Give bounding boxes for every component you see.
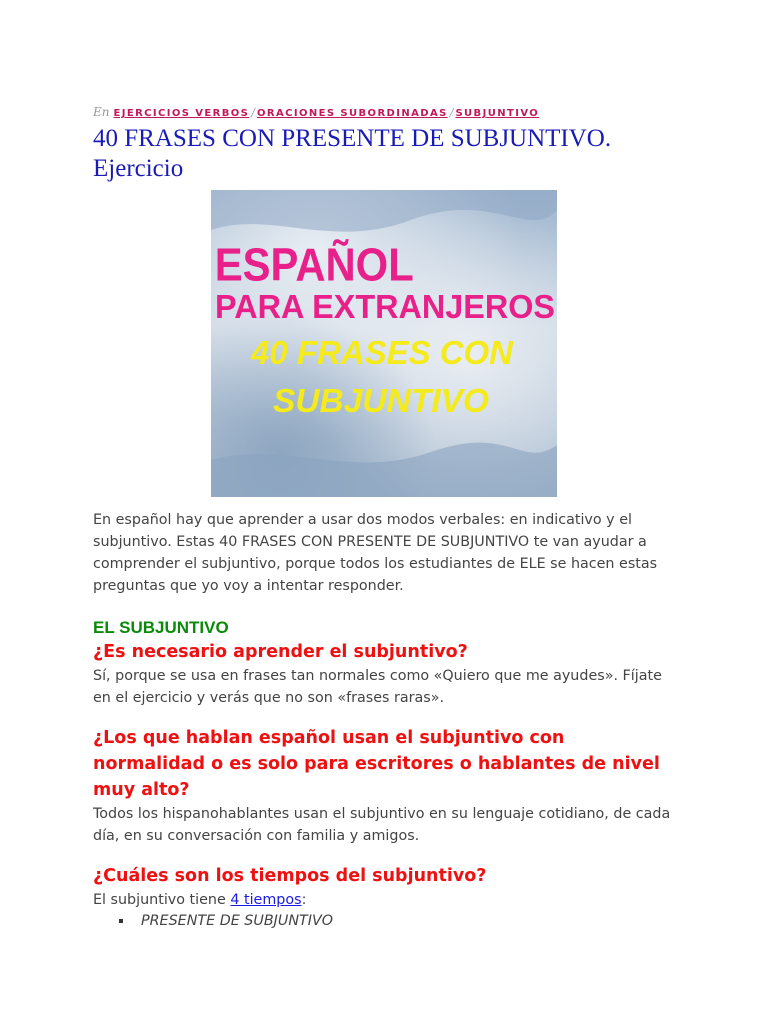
hero-image-graphic <box>211 190 557 497</box>
faq-question-2: ¿Los que hablan español usan el subjuntivo con normalidad o es solo para escritores o hablantes de nivel muy alto? <box>93 728 660 800</box>
intro-paragraph: En español hay que aprender a usar dos modos verbales: en indicativo y el subjuntivo. Estas 40 FRASES CON PRESENTE DE SUBJUNTIVO te van ayudar a comprender el subjuntivo, porque todos los estudiantes de ELE se hacen estas preguntas que yo voy a intentar responder. <box>93 512 658 594</box>
hero-line-subjuntivo: SUBJUNTIVO <box>273 382 490 419</box>
faq-question-3: ¿Cuáles son los tiempos del subjuntivo? <box>93 866 487 886</box>
section-heading: EL SUBJUNTIVO <box>93 618 229 637</box>
faq-question-1: ¿Es necesario aprender el subjuntivo? <box>93 642 468 662</box>
page-title: 40 FRASES CON PRESENTE DE SUBJUNTIVO. Ejercicio <box>93 125 612 182</box>
faq-answer-3-text: El subjuntivo tiene <box>93 892 231 908</box>
faq-answer-2: Todos los hispanohablantes usan el subjuntivo en su lenguaje cotidiano, de cada día, en su conversación con familia y amigos. <box>93 806 671 844</box>
tenses-list <box>93 911 675 931</box>
breadcrumb-link-subjuntivo[interactable]: SUBJUNTIVO <box>455 108 540 119</box>
bullet-icon <box>119 919 123 923</box>
hero-line-para-extranjeros: PARA EXTRANJEROS <box>215 288 555 325</box>
faq-answer-1: Sí, porque se usa en frases tan normales como «Quiero que me ayudes». Fíjate en el ejercicio y verás que no son «frases raras». <box>93 668 662 706</box>
breadcrumb-separator: / <box>251 106 256 119</box>
hero-line-espanol: ESPAÑOL <box>214 239 414 291</box>
faq-answer-3 <box>93 889 675 911</box>
breadcrumb-link-ejercicios-verbos[interactable]: EJERCICIOS VERBOS <box>113 108 250 119</box>
list-item <box>141 911 675 931</box>
breadcrumb-prefix: En <box>93 105 110 119</box>
hero-image <box>211 190 557 497</box>
hero-line-40-frases: 40 FRASES CON <box>250 334 515 371</box>
breadcrumb-link-oraciones-subordinadas[interactable]: ORACIONES SUBORDINADAS <box>257 108 448 119</box>
tense-label: PRESENTE DE SUBJUNTIVO <box>141 913 333 929</box>
breadcrumb-separator: / <box>449 106 454 119</box>
breadcrumb <box>93 104 675 120</box>
faq-answer-3-colon: : <box>301 892 307 908</box>
tiempos-link[interactable]: 4 tiempos <box>230 892 302 908</box>
